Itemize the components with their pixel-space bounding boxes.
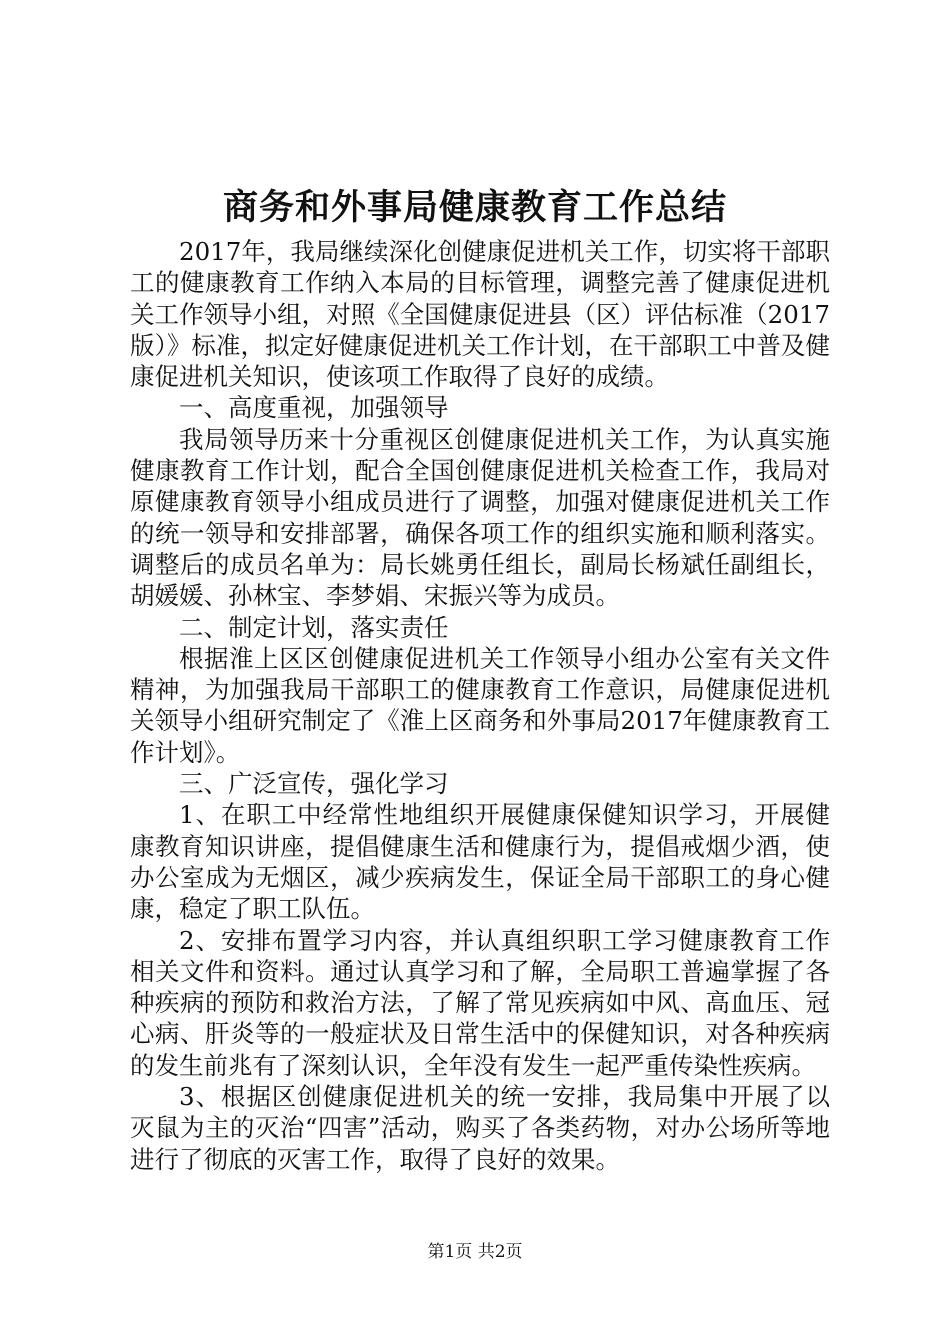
paragraph-item-2: 2、安排布置学习内容，并认真组织职工学习健康教育工作相关文件和资料。通过认真学习和了解，全局职工普遍掌握了各种疾病的预防和救治方法，了解了常见疾病如中风、高血压、冠心病、肝炎等的一般症状及日常生活中的保健知识，对各种疾病的发生前兆有了深刻认识，全年没有发生一起严重传染性疾病。 (130, 925, 830, 1080)
document-title: 商务和外事局健康教育工作总结 (222, 187, 727, 228)
document-body (130, 236, 830, 1175)
page-footer: 第1页 共2页 (427, 1242, 523, 1262)
section-heading-1: 一、高度重视，加强领导 (179, 393, 449, 423)
paragraph-section-2: 根据淮上区区创健康促进机关工作领导小组办公室有关文件精神，为加强我局干部职工的健康教育工作意识，局健康促进机关领导小组研究制定了《淮上区商务和外事局2017年健康教育工作计划》。 (130, 643, 830, 767)
paragraph-item-1: 1、在职工中经常性地组织开展健康保健知识学习，开展健康教育知识讲座，提倡健康生活和健康行为，提倡戒烟少酒，使办公室成为无烟区，减少疾病发生，保证全局干部职工的身心健康，稳定了职工队伍。 (130, 800, 830, 924)
paragraph-item-3: 3、根据区创健康促进机关的统一安排，我局集中开展了以灭鼠为主的灭治“四害”活动，购买了各类药物，对办公场所等地进行了彻底的灭害工作，取得了良好的效果。 (130, 1082, 830, 1174)
section-heading-3: 三、广泛宣传，强化学习 (179, 769, 449, 799)
paragraph-section-1: 我局领导历来十分重视区创健康促进机关工作，为认真实施健康教育工作计划，配合全国创健康促进机关检查工作，我局对原健康教育领导小组成员进行了调整，加强对健康促进机关工作的统一领导和安排部署，确保各项工作的组织实施和顺利落实。调整后的成员名单为：局长姚勇任组长，副局长杨斌任副组长，胡媛媛、孙林宝、李梦娟、宋振兴等为成员。 (130, 424, 830, 611)
paragraph-intro: 2017年，我局继续深化创健康促进机关工作，切实将干部职工的健康教育工作纳入本局的目标管理，调整完善了健康促进机关工作领导小组，对照《全国健康促进县（区）评估标准（2017版）》标准，拟定好健康促进机关工作计划，在干部职工中普及健康促进机关知识，使该项工作取得了良好的成绩。 (130, 237, 830, 392)
section-heading-2: 二、制定计划，落实责任 (179, 612, 449, 642)
